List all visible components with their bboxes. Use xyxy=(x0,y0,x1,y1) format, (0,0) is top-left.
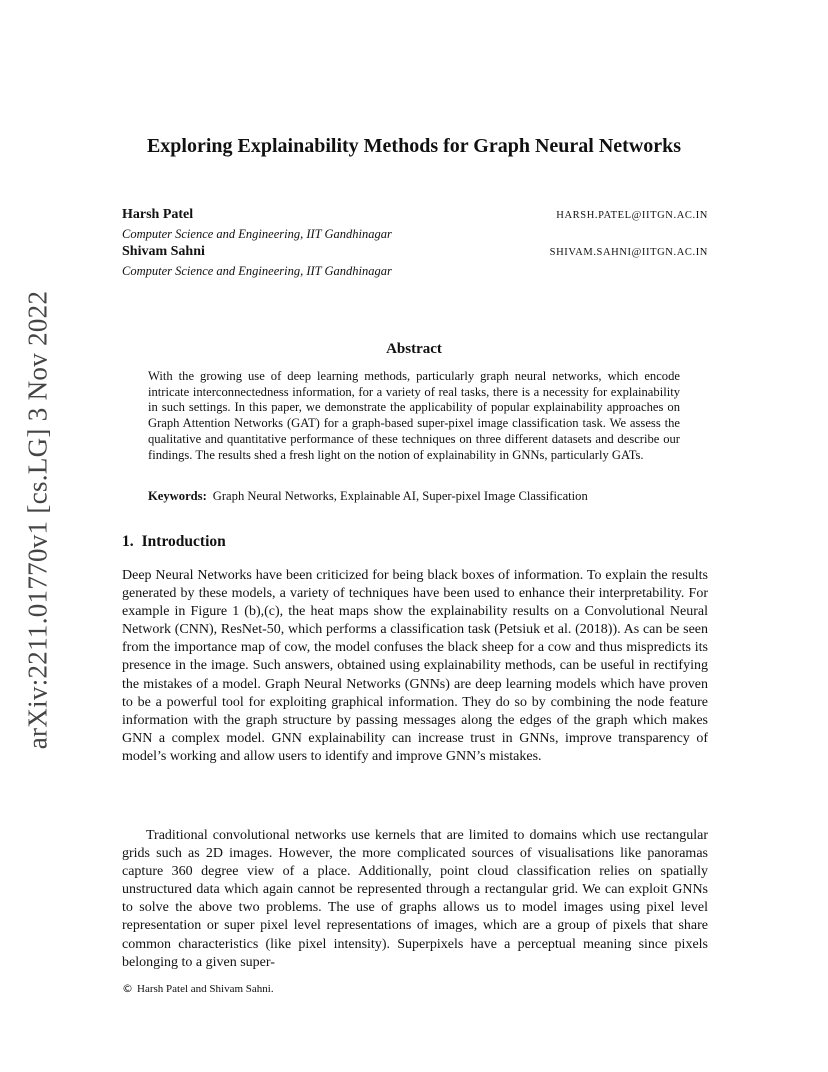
author-email: SHIVAM.SAHNI@IITGN.AC.IN xyxy=(549,247,708,258)
paper-title: Exploring Explainability Methods for Graph Neural Networks xyxy=(146,135,682,157)
author-affiliation: Computer Science and Engineering, IIT Gandhinagar xyxy=(122,227,392,241)
abstract-heading: Abstract xyxy=(386,341,442,357)
arxiv-identifier-text: arXiv:2211.01770v1 [cs.LG] 3 Nov 2022 xyxy=(22,290,53,750)
copyright-text: Harsh Patel and Shivam Sahni. xyxy=(137,983,274,995)
abstract-text: With the growing use of deep learning methods, particularly graph neural networks, which encode intricate interconnectedness information, for a variety of real tasks, there is a necessity for explainability in such settings. In this paper, we demonstrate the applicability of popular explainability approaches on Graph Attention Networks (GAT) for a graph-based super-pixel image classification task. We assess the qualitative and quantitative performance of these techniques on three different datasets and describe our findings. The results shed a fresh light on the notion of explainability in GNNs, particularly GATs. xyxy=(148,369,680,462)
keywords-line xyxy=(148,488,680,504)
section-title: Introduction xyxy=(141,533,226,550)
author-block-2 xyxy=(122,244,708,280)
keywords-text: Graph Neural Networks, Explainable AI, Super-pixel Image Classification xyxy=(212,489,588,503)
section-heading-introduction xyxy=(122,533,226,551)
author-name: Shivam Sahni xyxy=(122,244,205,259)
author-block-1 xyxy=(122,207,708,243)
intro-paragraph-1: Deep Neural Networks have been criticized for being black boxes of information. To explain the results generated by these models, a variety of techniques have been used to enhance their interpretability. For example in Figure 1 (b),(c), the heat maps show the explainability results on a Convolutional Neural Network (CNN), ResNet-50, which performs a classification task (Petsiuk et al. (2018)). As can be seen from the importance map of cow, the model confuses the black sheep for a cow and thus mispredicts its presence in the image. Such answers, obtained using explainability methods, can be useful in rectifying the mistakes of a model. Graph Neural Networks (GNNs) are deep learning models which have proven to be a powerful tool for exploiting graphical information. They do so by combining the node feature information with the graph structure by passing messages along the edges of the graph which makes GNN a complex model. GNN explainability can increase trust in GNNs, improve transparency of model’s working and allow users to identify and improve GNN’s mistakes. xyxy=(122,568,708,764)
author-name: Harsh Patel xyxy=(122,207,194,222)
copyright-icon: © xyxy=(122,982,133,995)
author-affiliation: Computer Science and Engineering, IIT Gandhinagar xyxy=(122,264,392,278)
copyright-footer xyxy=(122,982,274,995)
arxiv-identifier-stamp xyxy=(20,290,56,750)
section-number: 1. xyxy=(122,533,134,550)
author-email: HARSH.PATEL@IITGN.AC.IN xyxy=(556,210,708,221)
keywords-label: Keywords: xyxy=(148,489,207,503)
intro-paragraph-2: Traditional convolutional networks use kernels that are limited to domains which use rectangular grids such as 2D images. However, the more complicated sources of visualisations like panoramas capture 360 degree view of a place. Additionally, point cloud classification relies on spatially unstructured data which again cannot be represented through a rectangular grid. We can exploit GNNs to solve the above two problems. The use of graphs allows us to model images using pixel level representation or super pixel level representations of images, which are a group of pixels that share common characteristics (like pixel intensity). Superpixels have a perceptual meaning since pixels belonging to a given super- xyxy=(122,828,708,970)
